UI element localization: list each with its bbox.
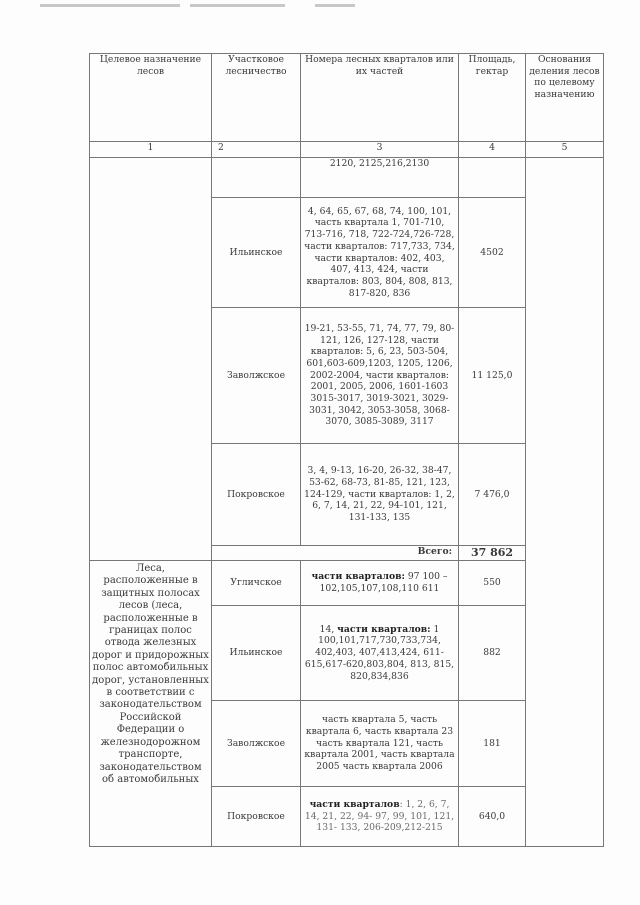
area-cell: 882: [459, 606, 526, 701]
header-quarters: Номера лесных кварталов или их частей: [301, 54, 459, 142]
header-area: Площадь, гектар: [459, 54, 526, 142]
quarters-text: 1 100,101,717,730,733,734, 402,403, 407,413,424, 611-615,617-620,803,804, 813, 815, 820,834,836: [304, 623, 455, 682]
col-number: 3: [301, 142, 459, 158]
quarters-text: : 1, 2, 6, 7, 14, 21, 22, 94- 97, 99, 101, 121, 131- 133, 206-209,212-215: [304, 798, 455, 834]
header-row: [90, 54, 604, 142]
district-cell: Заволжское: [212, 308, 301, 444]
district-cell: Угличское: [212, 561, 301, 606]
quarters-cell: [301, 561, 459, 606]
header-basis: Основания деления лесов по целевому назначению: [526, 54, 604, 142]
header-purpose: Целевое назначение лесов: [90, 54, 212, 142]
district-cell: Заволжское: [212, 701, 301, 787]
purpose-cell: Леса, расположенные в защитных полосах лесов (леса, расположенные в границах полос отвода железных дорог и придорожных полос автомобильных дорог, установленных в соответствии с законодательством Российской Федерации о железнодорожном транспорте, законодательством об автомобильных: [90, 561, 212, 847]
forest-table: [89, 53, 604, 847]
quarters-cell: 4, 64, 65, 67, 68, 74, 100, 101, часть квартала 1, 701-710, 713-716, 718, 722-724,726-728, части кварталов: 717,733, 734, части кварталов: 402, 403, 407, 413, 424, части кварталов: 803, 804, 808, 813, 817-820, 836: [301, 198, 459, 308]
quarters-cell: 2120, 2125,216,2130: [301, 158, 459, 198]
area-cell: 4502: [459, 198, 526, 308]
quarters-text: 97 100 – 102,105,107,108,110 611: [319, 571, 448, 594]
col-number: 2: [212, 142, 301, 158]
district-cell: Покровское: [212, 787, 301, 847]
quarters-lead: 14,: [319, 623, 338, 635]
quarters-cell: [301, 606, 459, 701]
header-district: Участковое лесничество: [212, 54, 301, 142]
quarters-bold: части кварталов:: [311, 571, 405, 583]
area-cell: 11 125,0: [459, 308, 526, 444]
col-number: 1: [90, 142, 212, 158]
scan-artifact: [40, 4, 360, 10]
quarters-bold: части кварталов:: [337, 623, 431, 635]
area-cell: 640,0: [459, 787, 526, 847]
quarters-cell: [301, 787, 459, 847]
col-number: 5: [526, 142, 604, 158]
quarters-bold: части кварталов: [309, 798, 400, 810]
total-label: Всего:: [212, 546, 459, 561]
column-numbers-row: [90, 142, 604, 158]
purpose-cell: [90, 158, 212, 561]
quarters-cell: часть квартала 5, часть квартала 6, часть квартала 23 часть квартала 121, часть квартала 2001, часть квартала 2005 часть квартала 2006: [301, 701, 459, 787]
table-row: [90, 158, 604, 198]
district-cell: Покровское: [212, 444, 301, 546]
quarters-cell: 3, 4, 9-13, 16-20, 26-32, 38-47, 53-62, 68-73, 81-85, 121, 123, 124-129, части кварталов: 1, 2, 6, 7, 14, 21, 22, 94-101, 121, 131-133, 135: [301, 444, 459, 546]
quarters-cell: 19-21, 53-55, 71, 74, 77, 79, 80-121, 126, 127-128, части кварталов: 5, 6, 23, 503-504, 601,603-609,1203, 1205, 1206, 2002-2004, части кварталов: 2001, 2005, 2006, 1601-1603 3015-3017, 3019-3021, 3029-3031, 3042, 3053-3058, 3068-3070, 3085-3089, 3117: [301, 308, 459, 444]
area-cell: 7 476,0: [459, 444, 526, 546]
total-value: 37 862: [459, 546, 526, 561]
area-cell: 181: [459, 701, 526, 787]
basis-cell: [526, 158, 604, 847]
district-cell: Ильинское: [212, 198, 301, 308]
district-cell: [212, 158, 301, 198]
area-cell: [459, 158, 526, 198]
col-number: 4: [459, 142, 526, 158]
area-cell: 550: [459, 561, 526, 606]
district-cell: Ильинское: [212, 606, 301, 701]
